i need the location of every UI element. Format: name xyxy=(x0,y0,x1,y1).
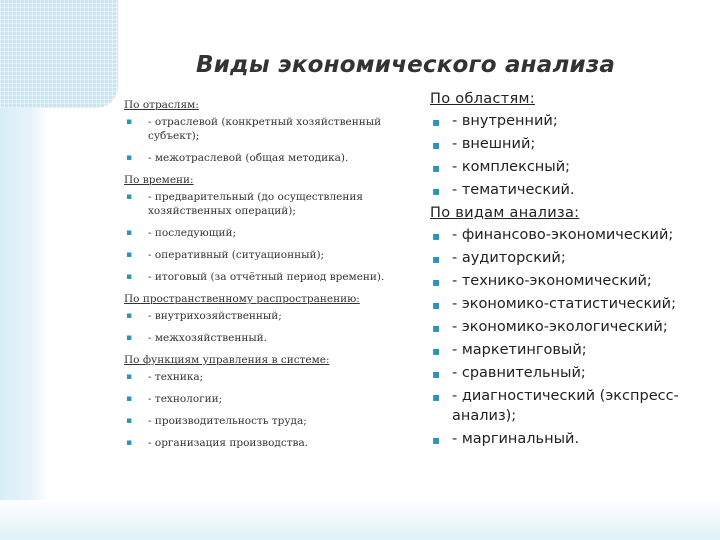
list-item-text: - итоговый (за отчётный период времени). xyxy=(148,271,385,283)
bullet-square-icon: ▪ xyxy=(126,250,133,260)
bullet-square-icon: ▪ xyxy=(432,229,441,243)
bullet-square-icon: ▪ xyxy=(432,184,441,198)
bullet-square-icon: ▪ xyxy=(432,390,441,404)
decorative-left-band xyxy=(0,108,48,540)
bullet-square-icon: ▪ xyxy=(432,161,441,175)
list-item xyxy=(430,111,712,131)
bullet-square-icon: ▪ xyxy=(432,344,441,358)
list-item-text: - межотраслевой (общая методика). xyxy=(148,152,349,164)
bullet-square-icon: ▪ xyxy=(126,438,133,448)
section-heading: По видам анализа: xyxy=(430,205,580,221)
bullet-square-icon: ▪ xyxy=(432,433,441,447)
slide-title: Виды экономического анализа xyxy=(196,52,616,78)
list-item xyxy=(124,190,406,218)
list-item xyxy=(124,370,406,384)
list-item-text: - тематический. xyxy=(452,182,575,198)
list-item xyxy=(430,134,712,154)
list-item xyxy=(124,151,406,165)
list-item-text: - техника; xyxy=(148,371,204,383)
list-item xyxy=(124,115,406,143)
list-item xyxy=(430,317,712,337)
section-heading: По пространственному распространению: xyxy=(124,293,360,305)
list-item-text: - маркетинговый; xyxy=(452,342,587,358)
bullet-square-icon: ▪ xyxy=(126,416,133,426)
list-item xyxy=(430,386,712,426)
list-item-text: - организация производства. xyxy=(148,437,309,449)
section-heading: По времени: xyxy=(124,174,194,186)
list-item-text: - сравнительный; xyxy=(452,365,586,381)
bullet-square-icon: ▪ xyxy=(432,115,441,129)
list-item xyxy=(124,392,406,406)
list-item-text: - технико-экономический; xyxy=(452,273,652,289)
bullet-square-icon: ▪ xyxy=(126,311,133,321)
list-item-text: - предварительный (до осуществления хозяйственных операций); xyxy=(148,191,363,217)
list-item-text: - диагностический (экспресс-анализ); xyxy=(452,388,679,424)
list-item xyxy=(430,340,712,360)
list-item xyxy=(124,436,406,450)
list-item xyxy=(430,271,712,291)
list-item-text: - комплексный; xyxy=(452,159,571,175)
bullet-square-icon: ▪ xyxy=(432,275,441,289)
bullet-square-icon: ▪ xyxy=(126,272,133,282)
list-item-text: - последующий; xyxy=(148,227,237,239)
list-item-text: - маргинальный. xyxy=(452,431,580,447)
list-item-text: - экономико-статистический; xyxy=(452,296,676,312)
list-item xyxy=(430,157,712,177)
list-item xyxy=(430,225,712,245)
list-item-text: - экономико-экологический; xyxy=(452,319,668,335)
list-item xyxy=(124,226,406,240)
list-item-text: - производительность труда; xyxy=(148,415,307,427)
section-heading: По областям: xyxy=(430,91,535,107)
bullet-square-icon: ▪ xyxy=(126,192,133,202)
bullet-square-icon: ▪ xyxy=(126,394,133,404)
bullet-square-icon: ▪ xyxy=(126,153,133,163)
decorative-bottom-band xyxy=(0,500,720,540)
list-item-text: - отраслевой (конкретный хозяйственный субъект); xyxy=(148,116,382,142)
list-item-text: - аудиторский; xyxy=(452,250,566,266)
list-item xyxy=(124,309,406,323)
bullet-square-icon: ▪ xyxy=(126,372,133,382)
decorative-corner-pattern xyxy=(0,0,118,108)
list-item xyxy=(124,248,406,262)
bullet-square-icon: ▪ xyxy=(432,367,441,381)
list-item xyxy=(430,180,712,200)
list-item-text: - внешний; xyxy=(452,136,536,152)
list-item xyxy=(430,294,712,314)
left-column xyxy=(124,98,406,458)
list-item xyxy=(124,270,406,284)
list-item-text: - финансово-экономический; xyxy=(452,227,674,243)
list-item-text: - оперативный (ситуационный); xyxy=(148,249,325,261)
section-heading: По отраслям: xyxy=(124,99,199,111)
section-heading: По функциям управления в системе: xyxy=(124,354,330,366)
bullet-square-icon: ▪ xyxy=(432,298,441,312)
bullet-square-icon: ▪ xyxy=(126,333,133,343)
list-item-text: - технологии; xyxy=(148,393,223,405)
bullet-square-icon: ▪ xyxy=(126,228,133,238)
bullet-square-icon: ▪ xyxy=(432,321,441,335)
bullet-square-icon: ▪ xyxy=(432,252,441,266)
right-column xyxy=(430,89,712,452)
list-item xyxy=(430,248,712,268)
list-item-text: - внутренний; xyxy=(452,113,558,129)
list-item-text: - внутрихозяйственный; xyxy=(148,310,282,322)
bullet-square-icon: ▪ xyxy=(432,138,441,152)
list-item-text: - межхозяйственный. xyxy=(148,332,268,344)
list-item xyxy=(430,429,712,449)
list-item xyxy=(124,331,406,345)
bullet-square-icon: ▪ xyxy=(126,117,133,127)
list-item xyxy=(430,363,712,383)
list-item xyxy=(124,414,406,428)
